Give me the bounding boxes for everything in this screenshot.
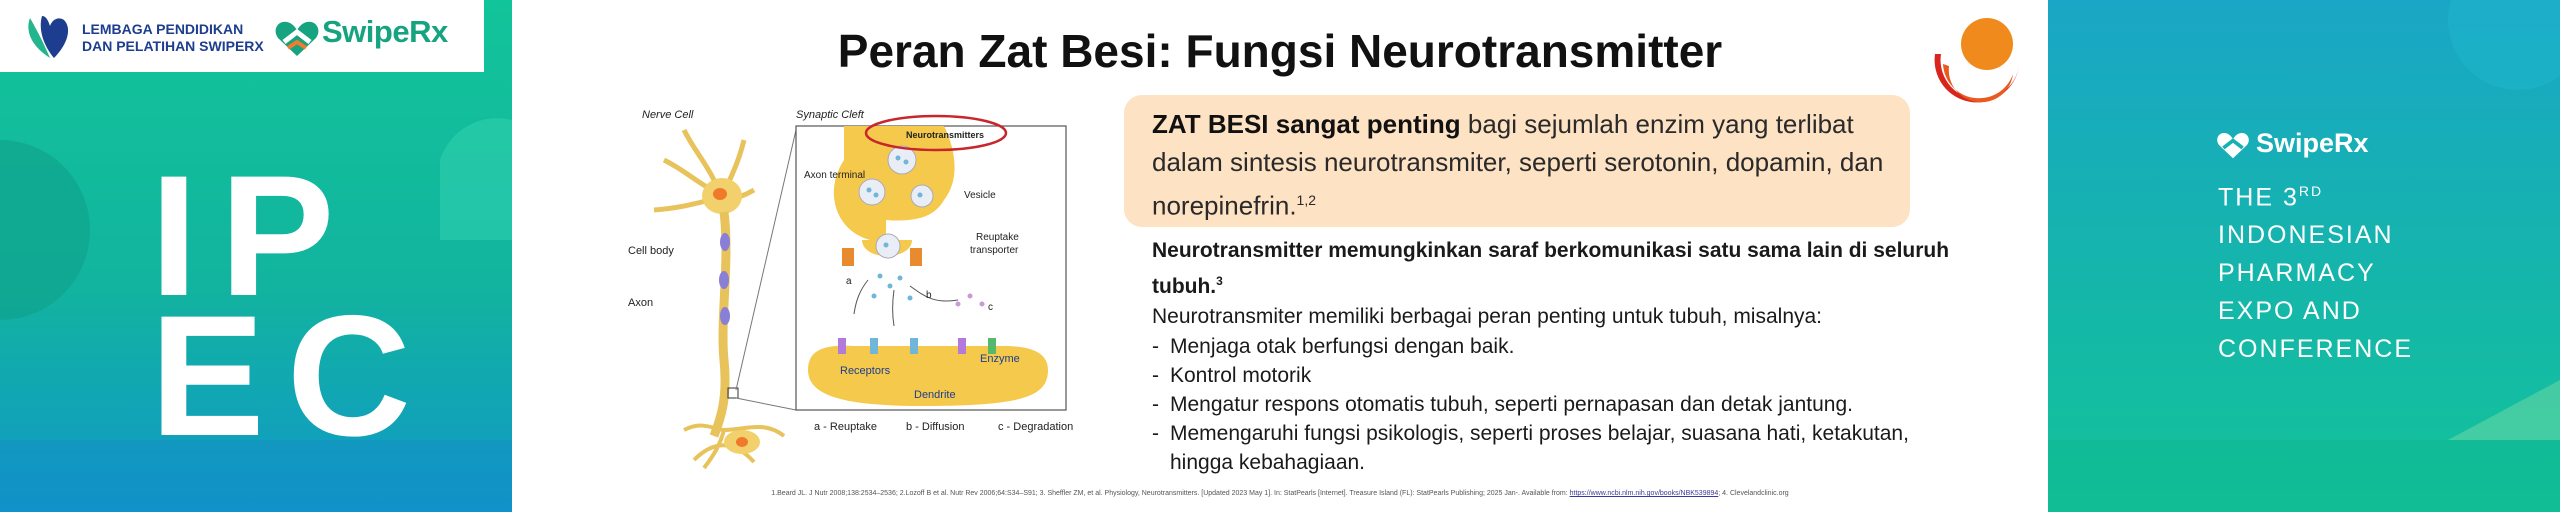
institute-name: LEMBAGA PENDIDIKAN DAN PELATIHAN SWIPERX: [82, 21, 264, 54]
label-a: a: [846, 276, 852, 287]
event-line-4: EXPO AND: [2218, 297, 2362, 326]
right-brand-panel: [2048, 0, 2560, 512]
list-item-text: Mengatur respons otomatis tubuh, seperti pernapasan dan detak jantung.: [1170, 393, 1853, 416]
label-axon-terminal: Axon terminal: [804, 170, 866, 181]
event-line-1-sup: RD: [2298, 183, 2324, 199]
ipec-line-2: EC: [150, 280, 433, 472]
intro-text: Neurotransmiter memiliki berbagai peran penting untuk tubuh, misalnya:: [1152, 305, 1823, 328]
caption-degradation: c - Degradation: [998, 421, 1074, 433]
iron-importance-callout: [1124, 95, 1910, 227]
lead-citation: 3: [1216, 274, 1223, 288]
list-item: - Kontrol motorik: [1152, 364, 1312, 387]
label-axon: Axon: [628, 297, 654, 309]
label-dendrite: Dendrite: [914, 389, 956, 401]
label-receptors: Receptors: [840, 365, 891, 377]
event-line-1-text: THE 3: [2218, 183, 2299, 212]
label-transporter: transporter: [970, 245, 1019, 256]
callout-citation: 1,2: [1296, 192, 1317, 208]
label-c: c: [988, 302, 993, 313]
list-item-text: Memengaruhi fungsi psikologis, seperti proses belajar, suasana hati, ketakutan, hingga kebahagiaan.: [1170, 422, 1909, 474]
swiperx-wordmark: SwipeRx: [322, 14, 448, 49]
nerve-cell-illustration: [654, 130, 784, 468]
body-text: [1152, 236, 1952, 477]
lead-text: Neurotransmitter memungkinkan saraf berkomunikasi satu sama lain di seluruh tubuh.: [1152, 239, 1950, 298]
left-brand-panel: [0, 0, 512, 512]
list-item: - Memengaruhi fungsi psikologis, seperti proses belajar, suasana hati, ketakutan, hingga kebahagiaan.: [1152, 422, 1909, 474]
references-link[interactable]: https://www.ncbi.nlm.nih.gov/books/NBK539894: [1569, 490, 1719, 497]
event-name: [2218, 172, 2413, 368]
swiperx-brand: [2216, 128, 2416, 162]
event-line-3: PHARMACY: [2218, 259, 2376, 288]
label-cell-body: Cell body: [628, 245, 674, 257]
event-line-5: CONFERENCE: [2218, 335, 2414, 364]
references-text: 1.Beard JL. J Nutr 2008;138:2534–2536; 2.Lozoff B et al. Nutr Rev 2006;64:S34–S91; 3. Sheffler ZM, et al. Physiology, Neurotransmitters. [Updated 2023 May 1]. In: StatPearls [Internet]. Treasure Island (FL): StatPearls Publishing; 2025 Jan-. Available from:: [771, 490, 1570, 497]
lead-statement: [1152, 236, 1952, 302]
event-line-1: [2218, 172, 2413, 216]
list-item-text: Kontrol motorik: [1170, 364, 1312, 387]
swiperx-heart-icon: [2216, 130, 2250, 160]
caption-reuptake: a - Reuptake: [814, 421, 877, 433]
slide-title: Peran Zat Besi: Fungsi Neurotransmitter: [837, 25, 1723, 77]
label-reuptake: Reuptake: [976, 232, 1019, 243]
orange-circle-logo: [1927, 14, 2027, 104]
label-vesicle: Vesicle: [964, 190, 996, 201]
callout-bold: ZAT BESI sangat penting: [1152, 109, 1461, 139]
ipec-line-1: IP: [150, 140, 357, 332]
label-synaptic-cleft: Synaptic Cleft: [796, 109, 864, 121]
label-enzyme: Enzyme: [980, 353, 1020, 365]
label-nerve-cell: Nerve Cell: [642, 109, 694, 121]
list-item: - Mengatur respons otomatis tubuh, seperti pernapasan dan detak jantung.: [1152, 393, 1853, 416]
list-item-text: Menjaga otak berfungsi dengan baik.: [1170, 335, 1515, 358]
roles-list: [1152, 332, 1952, 477]
references: [512, 490, 2048, 497]
references-tail: ; 4. Clevelandclinic.org: [1718, 490, 1789, 497]
list-item: - Menjaga otak berfungsi dengan baik.: [1152, 335, 1515, 358]
logo-bar: [0, 0, 484, 72]
label-neurotransmitters: Neurotransmitters: [906, 130, 985, 140]
swiperx-heart-icon: [274, 18, 320, 58]
slide-content: [512, 0, 2048, 512]
caption-diffusion: b - Diffusion: [906, 421, 965, 433]
heart-leaf-icon: [24, 14, 76, 62]
callout-rest: bagi sejumlah enzim yang terlibat dalam sintesis neurotransmiter, seperti serotonin, dopamin, dan norepinefrin.: [1152, 109, 1884, 221]
swiperx-wordmark: SwipeRx: [2256, 128, 2369, 158]
callout-text: [1152, 105, 1892, 225]
event-line-2: INDONESIAN: [2218, 221, 2394, 250]
label-b: b: [926, 290, 932, 301]
